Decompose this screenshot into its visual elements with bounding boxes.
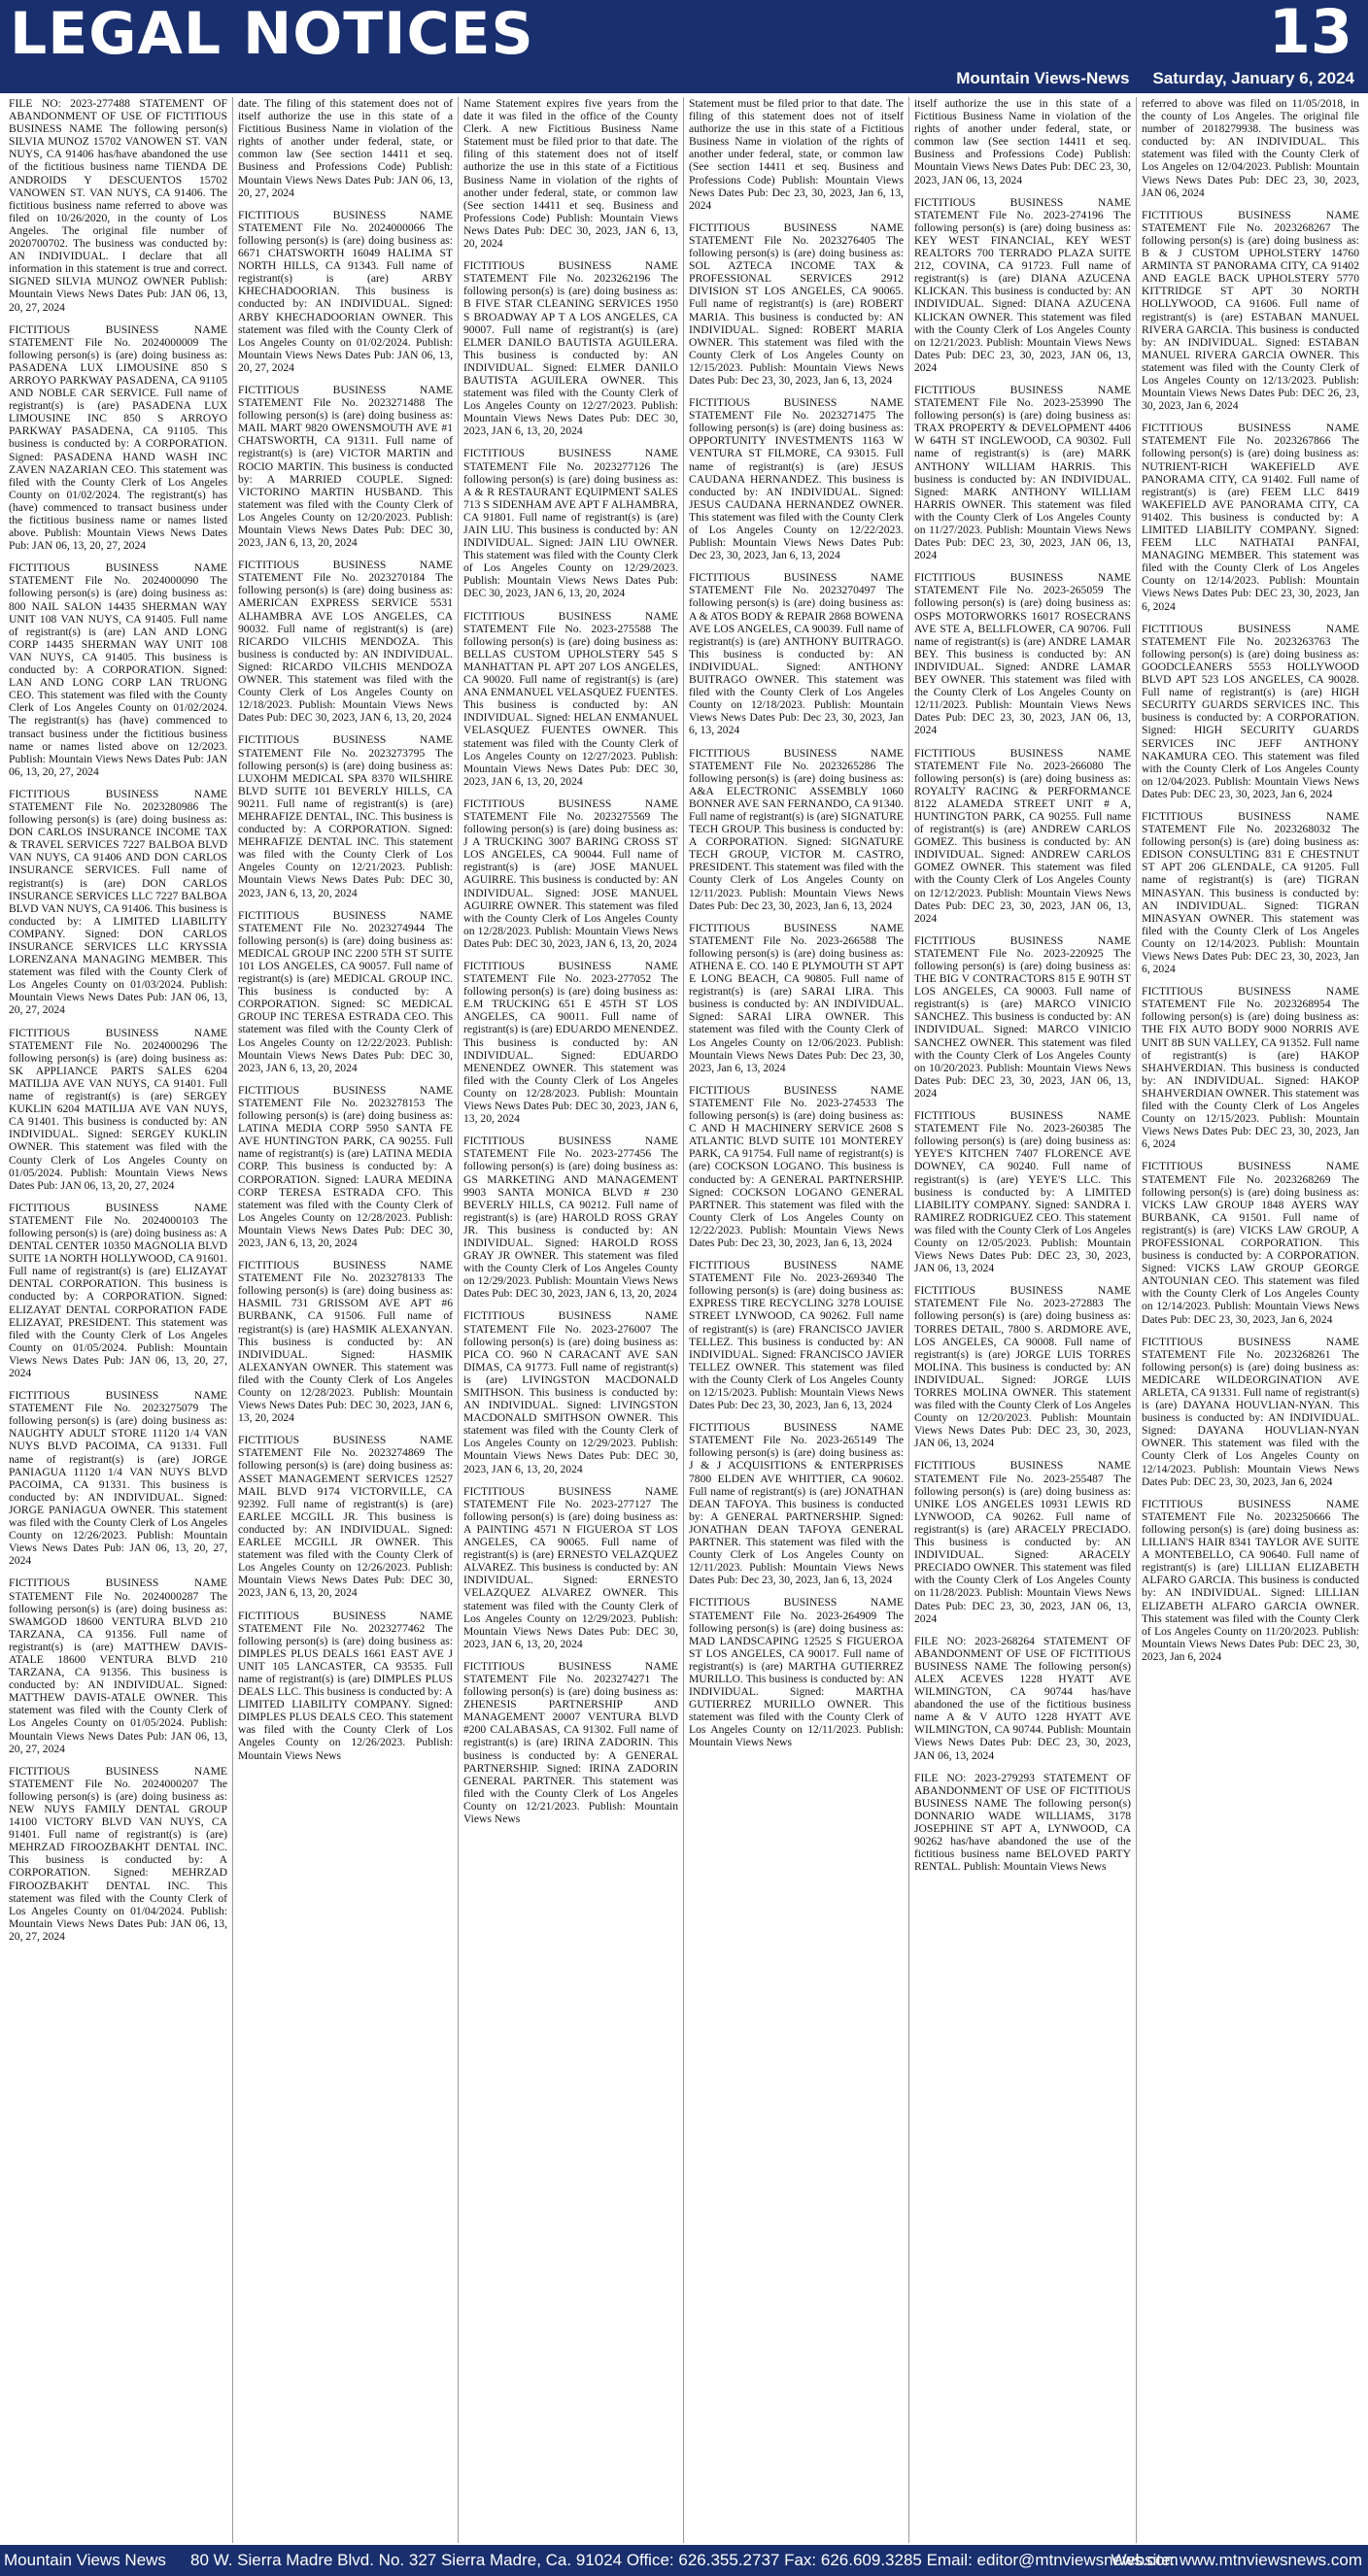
notice-text: FICTITIOUS BUSINESS NAME STATEMENT File No. 2024000207 The following person(s) is (are) doing business as: NEW NUYS FAMILY DENTAL GROUP 14100 VICTORY BLVD VAN NUYS, CA 91401. Full name of registrant(s) is (are) MEHRZAD FIROOZBAKHT DENTAL INC. This business is conducted by: A CORPORATION. Signed: MEHRZAD FIROOZBAKHT DENTAL INC. This statement was filed with the County Clerk of Los Angeles County on 01/04/2024. Publish: Mountain Views News Dates Pub: JAN 06, 13, 20, 27, 2024 bbox=[9, 1764, 227, 1943]
legal-notice bbox=[689, 1596, 904, 1748]
legal-notice bbox=[463, 447, 678, 599]
footer-bar bbox=[0, 2545, 1368, 2576]
notice-text: FICTITIOUS BUSINESS NAME STATEMENT File No. 2023-274533 The following person(s) is (are) doing business as: C AND H MACHINERY SERVICE 2608 S ATLANTIC BLVD SUITE 101 MONTEREY PARK, CA 91754. Full name of registrant(s) is (are) COCKSON LOGANO. This business is conducted by: A GENERAL PARTNERSHIP. Signed: COCKSON LOGANO GENERAL PARTNER. This statement was filed with the County Clerk of Los Angeles County on 12/22/2023. Publish: Mountain Views News Dates Pub: Dec 23, 30, 2023, Jan 6, 13, 2024 bbox=[689, 1083, 904, 1249]
notice-text: FICTITIOUS BUSINESS NAME STATEMENT File No. 2023262196 The following person(s) is (are) doing business as: B FIVE STAR CLEANING SERVICES 1950 S BROADWAY AP T A LOS ANGELES, CA 90007. Full name of registrant(s) is (are) ELMER DANILO BAUTISTA AGUILERA. This business is conducted by: AN INDIVIDUAL. Signed: ELMER DANILO BAUTISTA AGUILERA OWNER. This statement was filed with the County Clerk of Los Angeles County on 12/27/2023. Publish: Mountain Views News Dates Pub: DEC 30, 2023, JAN 6, 13, 20, 2024 bbox=[463, 259, 678, 438]
notice-columns bbox=[4, 97, 1364, 2543]
notice-text: FICTITIOUS BUSINESS NAME STATEMENT File No. 2023274869 The following person(s) is (are) doing business as: ASSET MANAGEMENT SERVICES 12527 MAIL BLVD 9174 VICTORVILLE, CA 92392. Full name of registrant(s) is (are) EARLEE MCGILL JR. This business is conducted by: AN INDIVIDUAL. Signed: EARLEE MCGILL JR OWNER. This statement was filed with the County Clerk of Los Angeles County on 12/26/2023. Publish: Mountain Views News Dates Pub: DEC 30, 2023, JAN 6, 13, 20, 2024 bbox=[238, 1434, 453, 1600]
legal-notice bbox=[689, 97, 904, 212]
legal-notice bbox=[463, 259, 678, 437]
notice-text: FICTITIOUS BUSINESS NAME STATEMENT File No. 2023-266588 The following person(s) is (are) doing business as: ATHENA E. CO. 140 E PLYMOUTH ST APT E LONG BEACH, CA 90805. Full name of registrant(s) is (are) SARAI LIRA. This business is conducted by: AN INDIVIDUAL. Signed: SARAI LIRA OWNER. This statement was filed with the County Clerk of Los Angeles County on 12/06/2023. Publish: Mountain Views News Dates Pub: Dec 23, 30, 2023, Jan 6, 13, 2024 bbox=[689, 921, 904, 1074]
notice-text: FICTITIOUS BUSINESS NAME STATEMENT File No. 2023-269340 The following person(s) is (are) doing business as: EXPRESS TIRE RECYCLING 3278 LOUISE STREET LYNWOOD, CA 90262. Full name of registrant(s) is (are) FRANCISCO JAVIER TELLEZ. This business is conducted by: AN INDIVIDUAL. Signed: FRANCISCO JAVIER TELLEZ OWNER. This statement was filed with the County Clerk of Los Angeles County on 12/15/2023. Publish: Mountain Views News Dates Pub: Dec 23, 30, 2023, Jan 6, 13, 2024 bbox=[689, 1259, 904, 1412]
issue-date: Saturday, January 6, 2024 bbox=[1152, 69, 1354, 87]
legal-notice bbox=[238, 733, 453, 898]
notice-text: FICTITIOUS BUSINESS NAME STATEMENT File No. 2023-260385 The following person(s) is (are) doing business as: YEYE'S KITCHEN 7407 FLORENCE AVE DOWNEY, CA 90240. Full name of registrant(s) is (are) YEYE'S LLC. This business is conducted by: A LIMITED LIABILITY COMPANY. Signed: SANDRA I. RAMIREZ RODRIGUEZ CEO. This statement was filed with the County Clerk of Los Angeles County on 12/05/2023. Publish: Mountain Views News Dates Pub: DEC 23, 30, 2023, JAN 06, 13, 2024 bbox=[914, 1109, 1131, 1275]
notice-text: date. The filing of this statement does not of itself authorize the use in this state of a Fictitious Business Name in violation of the rights of another under federal, state, or common law (See section 14411 et seq. Business and Professions Code) Publish: Mountain Views News Dates Pub: JAN 06, 13, 20, 27, 2024 bbox=[238, 97, 453, 199]
notice-text: itself authorize the use in this state of a Fictitious Business Name in violation of the rights of another under federal, state, or common law (See section 14411 et seq. Business and Professions Code) Publish: Mountain Views News Dates Pub: DEC 23, 30, 2023, JAN 06, 13, 2024 bbox=[914, 97, 1131, 186]
legal-notice bbox=[238, 97, 453, 199]
notice-text: FICTITIOUS BUSINESS NAME STATEMENT File No. 2023270184 The following person(s) is (are) doing business as: AMERICAN EXPRESS SERVICE 5531 ALHAMBRA AVE LOS ANGELES, CA 90032. Full name of registrant(s) is (are) RICARDO VILCHIS MENDOZA. This business is conducted by: AN INDIVIDUAL. Signed: RICARDO VILCHIS MENDOZA OWNER. This statement was filed with the County Clerk of Los Angeles County on 12/18/2023. Publish: Mountain Views News Dates Pub: DEC 30, 2023, JAN 6, 13, 20, 2024 bbox=[238, 559, 453, 725]
column-4 bbox=[684, 97, 909, 2543]
legal-notice bbox=[9, 1027, 227, 1192]
dateline bbox=[933, 68, 1354, 89]
legal-notice bbox=[914, 934, 1131, 1100]
notice-text: FICTITIOUS BUSINESS NAME STATEMENT File No. 2023271488 The following person(s) is (are) doing business as: MAIL MART 9820 OWENSMOUTH AVE #1 CHATSWORTH, CA 91311. Full name of registrant(s) is (are) VICTOR MARTIN and ROCIO MARTIN. This business is conducted by: A MARRIED COUPLE. Signed: VICTORINO MARTIN HUSBAND. This statement was filed with the County Clerk of Los Angeles County on 12/20/2023. Publish: Mountain Views News Dates Pub: DEC 30, 2023, JAN 6, 13, 20, 2024 bbox=[238, 383, 453, 550]
legal-notice bbox=[689, 922, 904, 1074]
column-1 bbox=[4, 97, 233, 2543]
notice-text: FICTITIOUS BUSINESS NAME STATEMENT File No. 2023277462 The following person(s) is (are) doing business as: DIMPLES PLUS DEALS 1661 EAST AVE J UNIT 105 LANCASTER, CA 93535. Full name of registrant(s) is (are) DIMPLES PLUS DEALS LLC. This business is conducted by: A LIMITED LIABILITY COMPANY. Signed: DIMPLES PLUS DEALS CEO. This statement was filed with the County Clerk of Los Angeles County on 12/26/2023. Publish: Mountain Views News bbox=[238, 1609, 453, 1762]
legal-notice bbox=[238, 1610, 453, 1762]
notice-text: FICTITIOUS BUSINESS NAME STATEMENT File No. 2023-253990 The following person(s) is (are) doing business as: TRAX PROPERTY & DEVELOPMENT 4406 W 64TH ST INGLEWOOD, CA 90302. Full name of registrant(s) is (are) MARK ANTHONY WILLIAM HARRIS. This business is conducted by: AN INDIVIDUAL. Signed: MARK ANTHONY WILLIAM HARRIS OWNER. This statement was filed with the County Clerk of Los Angeles County on 11/27/2023. Publish: Mountain Views News Dates Pub: DEC 23, 30, 2023, JAN 06, 13, 2024 bbox=[914, 383, 1131, 562]
legal-notice bbox=[1142, 985, 1359, 1150]
legal-notice bbox=[914, 196, 1131, 374]
legal-notice bbox=[914, 1459, 1131, 1624]
notice-text: FICTITIOUS BUSINESS NAME STATEMENT File No. 2023267866 The following person(s) is (are) doing business as: NUTRIENT-RICH WAKEFIELD AVE PANORAMA CITY, CA 91402. Full name of registrant(s) is (are) FEEM LLC 8419 WAKEFIELD AVE PANORAMA CITY, CA 91402. This business is conducted by: A LIMITED LIABILITY COMPANY. Signed: FEEM LLC NATHATAI PANFAI, MANAGING MEMBER. This statement was filed with the County Clerk of Los Angeles County on 12/14/2023. Publish: Mountain Views News Dates Pub: DEC 23, 30, 2023, Jan 6, 2024 bbox=[1142, 422, 1359, 613]
notice-text: FICTITIOUS BUSINESS NAME STATEMENT File No. 2023268267 The following person(s) is (are) doing business as: B & J CUSTOM UPHOLSTERY 14760 ARMINTA ST PANORAMA CITY, CA 91402 AND EAGLE BACK UPHOLSTERY 5770 KITTRIDGE ST APT 30 NORTH HOLLYWOOD, CA 91606. Full name of registrant(s) is (are) ESTABAN MANUEL RIVERA GARCIA. This business is conducted by: AN INDIVIDUAL. Signed: ESTABAN MANUEL RIVERA GARCIA OWNER. This statement was filed with the County Clerk of Los Angeles County on 12/13/2023. Publish: Mountain Views News Dates Pub: DEC 26, 23, 30, 2023, Jan 6, 2024 bbox=[1142, 208, 1359, 413]
notice-text: FICTITIOUS BUSINESS NAME STATEMENT File No. 2023-265059 The following person(s) is (are) doing business as: OSPS MOTORWORKS 16017 ROSECRANS AVE STE A, BELLFLOWER, CA 90706. Full name of registrant(s) is (are) ANDRE LAMAR BEY. This business is conducted by: AN INDIVIDUAL. Signed: ANDRE LAMAR BEY OWNER. This statement was filed with the County Clerk of Los Angeles County on 12/11/2023. Publish: Mountain Views News Dates Pub: DEC 23, 30, 2023, JAN 06, 13, 2024 bbox=[914, 571, 1131, 737]
notice-text: Statement must be filed prior to that date. The filing of this statement does not of itself authorize the use in this state of a Fictitious Business Name in violation of the rights of another under federal, state, or common law (See section 14411 et seq. Business and Professions Code) Publish: Mountain Views News Dates Pub: Dec 23, 30, 2023, Jan 6, 13, 2024 bbox=[689, 97, 904, 212]
legal-notice bbox=[689, 396, 904, 561]
legal-notice bbox=[1142, 422, 1359, 612]
notice-text: FICTITIOUS BUSINESS NAME STATEMENT File No. 2023-272883 The following person(s) is (are) doing business as: TORRES DETAIL, 7800 S. ARDMORE AVE, LOS ANGELES, CA 90008. Full name of registrant(s) is (are) JORGE LUIS TORRES MOLINA. This business is conducted by: AN INDIVIDUAL. Signed: JORGE LUIS TORRES MOLINA OWNER. This statement was filed with the County Clerk of Los Angeles County on 12/20/2023. Publish: Mountain Views News Dates Pub: DEC 23, 30, 2023, JAN 06, 13, 2024 bbox=[914, 1284, 1131, 1450]
notice-text: FICTITIOUS BUSINESS NAME STATEMENT File No. 2023276405 The following person(s) is (are) doing business as: SOL AZTECA INCOME TAX & PROFESSIONAL SERVICES 2912 DIVISION ST LOS ANGELES, CA 90065. Full name of registrant(s) is (are) ROBERT MARIA. This business is conducted by: AN INDIVIDUAL. Signed: ROBERT MARIA OWNER. This statement was filed with the County Clerk of Los Angeles County on 12/15/2023. Publish: Mountain Views News Dates Pub: Dec 23, 30, 2023, Jan 6, 13, 2024 bbox=[689, 220, 904, 387]
notice-text: FICTITIOUS BUSINESS NAME STATEMENT File No. 2023274271 The following person(s) is (are) doing business as: ZHENESIS PARTNERSHIP AND MANAGEMENT 20007 VENTURA BLVD #200 CALABASAS, CA 91302. Full name of registrant(s) is (are) IRINA ZADORIN. This business is conducted by: A GENERAL PARTNERSHIP. Signed: IRINA ZADORIN GENERAL PARTNER. This statement was filed with the County Clerk of Los Angeles County on 12/21/2023. Publish: Mountain Views News bbox=[463, 1659, 678, 1825]
notice-text: FICTITIOUS BUSINESS NAME STATEMENT File No. 2024000296 The following person(s) is (are) doing business as: SK APPLIANCE PARTS SALES 6204 MATILIJA AVE VAN NUYS, CA 91401. Full name of registrant(s) is (are) SERGEY KUKLIN 6204 MATILIJA AVE VAN NUYS, CA 91401. This business is conducted by: AN INDIVIDUAL. Signed: SERGEY KUKLIN OWNER. This statement was filed with the County Clerk of Los Angeles County on 01/05/2024. Publish: Mountain Views News Dates Pub: JAN 06, 13, 20, 27, 2024 bbox=[9, 1026, 227, 1192]
legal-notice bbox=[238, 1259, 453, 1424]
legal-notice bbox=[463, 960, 678, 1125]
footer-contact: 80 W. Sierra Madre Blvd. No. 327 Sierra Madre, Ca. 91024 Office: 626.355.2737 Fax: 626.609.3285 Email: editor@mtnviewsnews.com bbox=[190, 2551, 1179, 2569]
legal-notice bbox=[914, 1635, 1131, 1762]
notice-text: FICTITIOUS BUSINESS NAME STATEMENT File No. 2023265286 The following person(s) is (are) doing business as: A&A ELECTRONIC ASSEMBLY 1060 BONNER AVE SAN FERNANDO, CA 91340. Full name of registrant(s) is (are) SIGNATURE TECH GROUP. This business is conducted by: A CORPORATION. Signed: SIGNATURE TECH GROUP, VICTOR M. CASTRO, PRESIDENT. This statement was filed with the County Clerk of Los Angeles County on 12/11/2023. Publish: Mountain Views News Dates Pub: Dec 23, 30, 2023, Jan 6, 13, 2024 bbox=[689, 746, 904, 912]
notice-text: FICTITIOUS BUSINESS NAME STATEMENT File No. 2024000103 The following person(s) is (are) doing business as: A DENTAL CENTER 10350 MAGNOLIA BLVD SUITE 1A NORTH HOLLYWOOD, CA 91601. Full name of registrant(s) is (are) ELIZAYAT DENTAL CORPORATION. This business is conducted by: A CORPORATION. Signed: ELIZAYAT DENTAL CORPORATION FADE ELIZAYAT, PRESIDENT. This statement was filed with the County Clerk of Los Angeles County on 01/05/2024. Publish: Mountain Views News Dates Pub: JAN 06, 13, 20, 27, 2024 bbox=[9, 1201, 227, 1379]
legal-notice bbox=[238, 909, 453, 1074]
notice-text: FICTITIOUS BUSINESS NAME STATEMENT File No. 2023271475 The following person(s) is (are) doing business as: OPPORTUNITY INVESTMENTS 1163 W VENTURA ST FILMORE, CA 93015. Full name of registrant(s) is (are) JESUS CAUDANA HERNANDEZ. This business is conducted by: AN INDIVIDUAL. Signed: JESUS CAUDANA HERNANDEZ OWNER. This statement was filed with the County Clerk of Los Angeles County on 12/22/2023. Publish: Mountain Views News Dates Pub: Dec 23, 30, 2023, Jan 6, 13, 2024 bbox=[689, 396, 904, 562]
legal-notice bbox=[914, 747, 1131, 925]
notice-text: FICTITIOUS BUSINESS NAME STATEMENT File No. 2023-276007 The following person(s) is (are) doing business as: PICA CO. 960 N CARACANT AVE SAN DIMAS, CA 91773. Full name of registrant(s) is (are) LIVINGSTON MACDONALD SMITHSON. This business is conducted by: AN INDIVIDUAL. Signed: LIVINGSTON MACDONALD SMITHSON OWNER. This statement was filed with the County Clerk of Los Angeles County on 12/29/2023. Publish: Mountain Views News Dates Pub: DEC 30, 2023, JAN 6, 13, 20, 2024 bbox=[463, 1309, 678, 1475]
legal-notice bbox=[1142, 810, 1359, 975]
legal-notice bbox=[1142, 97, 1359, 199]
notice-text: FICTITIOUS BUSINESS NAME STATEMENT File No. 2024000009 The following person(s) is (are) doing business as: PASADENA LUX LIMOUSINE 850 S ARROYO PARKWAY PASADENA, CA 91105 AND NOBLE CAR SERVICE. Full name of registrant(s) is (are) PASADENA LUX LIMOUSINE INC 850 S ARROYO PARKWAY PASADENA, CA 91105. This business is conducted by: A CORPORATION. Signed: PASADENA HAND WASH INC ZAVEN NAZARIAN CEO. This statement was filed with the County Clerk of Los Angeles County on 01/02/2024. The registrant(s) has (have) commenced to transact business under the fictitious business name or names listed above. Publish: Mountain Views News Dates Pub: JAN 06, 13, 20, 27, 2024 bbox=[9, 322, 227, 553]
legal-notice bbox=[463, 97, 678, 250]
legal-notice bbox=[9, 1765, 227, 1943]
legal-notice bbox=[9, 97, 227, 314]
notice-text: FICTITIOUS BUSINESS NAME STATEMENT File No. 2023263763 The following person(s) is (are) doing business as: GOODCLEANERS 5553 HOLLYWOOD BLVD APT 523 LOS ANGELES, CA 90028. Full name of registrant(s) is (are) HIGH SECURITY GUARDS SERVICES INC. This business is conducted by: A CORPORATION. Signed: HIGH SECURITY GUARDS SERVICES INC JEFF ANTHONY NAKAMURA CEO. This statement was filed with the County Clerk of Los Angeles County on 12/04/2023. Publish: Mountain Views News Dates Pub: DEC 23, 30, 2023, Jan 6, 2024 bbox=[1142, 622, 1359, 800]
notice-text: FICTITIOUS BUSINESS NAME STATEMENT File No. 2023278153 The following person(s) is (are) doing business as: LATINA MEDIA CORP 5950 SANTA FE AVE HUNTINGTON PARK, CA 90255. Full name of registrant(s) is (are) LATINA MEDIA CORP. This business is conducted by: A CORPORATION. Signed: LAURA MEDINA CORP TERESA ESTRADA CFO. This statement was filed with the County Clerk of Los Angeles County on 12/28/2023. Publish: Mountain Views News Dates Pub: DEC 30, 2023, JAN 6, 13, 20, 2024 bbox=[238, 1083, 453, 1249]
legal-notice bbox=[9, 1389, 227, 1567]
notice-text: FICTITIOUS BUSINESS NAME STATEMENT File No. 2023-277127 The following person(s) is (are) doing business as: A PAINTING 4571 N FIGUEROA ST LOS ANGELES, CA 90065. Full name of registrant(s) is (are) ERNESTO VELAZQUEZ ALVAREZ. This business is conducted by: AN INDIVIDUAL. Signed: ERNESTO VELAZQUEZ ALVAREZ OWNER. This statement was filed with the County Clerk of Los Angeles County on 12/29/2023. Publish: Mountain Views News Dates Pub: DEC 30, 2023, JAN 6, 13, 20, 2024 bbox=[463, 1484, 678, 1650]
legal-notice bbox=[238, 209, 453, 374]
notice-text: FICTITIOUS BUSINESS NAME STATEMENT File No. 2023268269 The following person(s) is (are) doing business as: VICKS LAW GROUP 1848 AYERS WAY BURBANK, CA 91501. Full name of registrant(s) is (are) VICKS LAW GROUP, A PROFESSIONAL CORPORATION. This business is conducted by: A CORPORATION. Signed: VICKS LAW GROUP GEORGE ANTOUNIAN CEO. This statement was filed with the County Clerk of Los Angeles County on 12/14/2023. Publish: Mountain Views News Dates Pub: DEC 23, 30, 2023, Jan 6, 2024 bbox=[1142, 1160, 1359, 1326]
legal-notice bbox=[914, 97, 1131, 186]
notice-text: FICTITIOUS BUSINESS NAME STATEMENT File No. 2024000090 The following person(s) is (are) doing business as: 800 NAIL SALON 14435 SHERMAN WAY UNIT 108 VAN NUYS, CA 91405. Full name of registrant(s) is (are) LAN AND LONG CORP 14435 SHERMAN WAY UNIT 108 VAN NUYS, CA 91405. This business is conducted by: A CORPORATION. Signed: LAN AND LONG CORP LAN TRUONG CEO. This statement was filed with the County Clerk of Los Angeles County on 01/02/2024. The registrant(s) has (have) commenced to transact business under the fictitious business name or names listed above on 12/2023. Publish: Mountain Views News Dates Pub: JAN 06, 13, 20, 27, 2024 bbox=[9, 561, 227, 778]
notice-text: FICTITIOUS BUSINESS NAME STATEMENT File No. 2023268954 The following person(s) is (are) doing business as: THE FIX AUTO BODY 9000 NORRIS AVE UNIT 8B SUN VALLEY, CA 91352. Full name of registrant(s) is (are) HAKOP SHAHVERDIAN. This business is conducted by: AN INDIVIDUAL. Signed: HAKOP SHAHVERDIAN OWNER. This statement was filed with the County Clerk of Los Angeles County on 12/15/2023. Publish: Mountain Views News Dates Pub: DEC 23, 30, 2023, Jan 6, 2024 bbox=[1142, 985, 1359, 1151]
legal-notice bbox=[9, 1576, 227, 1754]
notice-text: FICTITIOUS BUSINESS NAME STATEMENT File No. 2023277126 The following person(s) is (are) doing business as: A & R RESTAURANT EQUIPMENT SALES 713 S SIDENHAM AVE APT F ALHAMBRA, CA 91801. Full name of registrant(s) is (are) JAIN LIU. This business is conducted by: AN INDIVIDUAL. Signed: JAIN LIU OWNER. This statement was filed with the County Clerk of Los Angeles County on 12/29/2023. Publish: Mountain Views News Dates Pub: DEC 30, 2023, JAN 6, 13, 20, 2024 bbox=[463, 447, 678, 600]
legal-notice bbox=[463, 1309, 678, 1474]
legal-notice bbox=[9, 1202, 227, 1379]
notice-text: FICTITIOUS BUSINESS NAME STATEMENT File No. 2023-220925 The following person(s) is (are) doing business as: THE BIG V CONTRACTORS 815 E 90TH ST LOS ANGELES, CA 90003. Full name of registrant(s) is (are) MARCO VINICIO SANCHEZ. This business is conducted by: AN INDIVIDUAL. Signed: MARCO VINICIO SANCHEZ OWNER. This statement was filed with the County Clerk of Los Angeles County on 10/20/2023. Publish: Mountain Views News Dates Pub: DEC 23, 30, 2023, JAN 06, 13, 2024 bbox=[914, 933, 1131, 1100]
masthead bbox=[0, 0, 1368, 93]
legal-notice bbox=[689, 1421, 904, 1586]
legal-notice bbox=[689, 1084, 904, 1249]
notice-text: FICTITIOUS BUSINESS NAME STATEMENT File No. 2023-274196 The following person(s) is (are) doing business as: KEY WEST FINANCIAL, KEY WEST REALTORS 700 TERRADO PLAZA SUITE 212, COVINA, CA 91723. Full name of registrant(s) is (are) DIANA AZUCENA KLICKAN. This business is conducted by: AN INDIVIDUAL. Signed: DIANA AZUCENA KLICKAN OWNER. This statement was filed with the County Clerk of Los Angeles County on 12/21/2023. Publish: Mountain Views News Dates Pub: DEC 23, 30, 2023, JAN 06, 13, 2024 bbox=[914, 195, 1131, 374]
notice-text: FICTITIOUS BUSINESS NAME STATEMENT File No. 2023-277456 The following person(s) is (are) doing business as: GS MARKETING AND MANAGEMENT 9903 SANTA MONICA BLVD # 230 BEVERLY HILLS, CA 90212. Full name of registrant(s) is (are) HAROLD ROSS GRAY JR. This business is conducted by: AN INDIVIDUAL. Signed: HAROLD ROSS GRAY JR OWNER. This statement was filed with the County Clerk of Los Angeles County on 12/29/2023. Publish: Mountain Views News Dates Pub: DEC 30, 2023, JAN 6, 13, 20, 2024 bbox=[463, 1135, 678, 1301]
legal-notice bbox=[689, 1259, 904, 1411]
notice-text: Name Statement expires five years from the date it was filed in the office of the County Clerk. A new Fictitious Business Name Statement must be filed prior to that date. The filing of this statement does not of itself authorize the use in this state of a Fictitious Business Name in violation of the rights of another under federal, state, or common law (See section 14411 et seq. Business and Professions Code) Publish: Mountain Views News Dates Pub: DEC 30, 2023, JAN 6, 13, 20, 2024 bbox=[463, 97, 678, 251]
notice-text: FICTITIOUS BUSINESS NAME STATEMENT File No. 2023-277052 The following person(s) is (are) doing business as: E.M TRUCKING 651 E 45TH ST LOS ANGELES, CA 90011. Full name of registrant(s) is (are) EDUARDO MENENDEZ. This business is conducted by: AN INDIVIDUAL. Signed: EDUARDO MENENDEZ OWNER. This statement was filed with the County Clerk of Los Angeles County on 12/28/2023. Publish: Mountain Views News Dates Pub: DEC 30, 2023, JAN 6, 13, 20, 2024 bbox=[463, 960, 678, 1126]
notice-text: FICTITIOUS BUSINESS NAME STATEMENT File No. 2023273795 The following person(s) is (are) doing business as: LUXOHM MEDICAL SPA 8370 WILSHIRE BLVD SUITE 101 BEVERLY HILLS, CA 90211. Full name of registrant(s) is (are) MEHRAFIZE DENTAL, INC. This business is conducted by: A CORPORATION. Signed: MEHRAFIZE DENTAL INC. This statement was filed with the County Clerk of Los Angeles County on 12/21/2023. Publish: Mountain Views News Dates Pub: DEC 30, 2023, JAN 6, 13, 20, 2024 bbox=[238, 733, 453, 899]
legal-notice bbox=[238, 1434, 453, 1599]
notice-text: FICTITIOUS BUSINESS NAME STATEMENT File No. 2023274944 The following person(s) is (are) doing business as: MEDICAL GROUP INC 2200 5TH ST SUITE 101 LOS ANGELES, CA 90057. Full name of registrant(s) is (are) MEDICAL GROUP INC. This business is conducted by: A CORPORATION. Signed: SC MEDICAL GROUP INC TERESA ESTRADA CEO. This statement was filed with the County Clerk of Los Angeles County on 12/22/2023. Publish: Mountain Views News Dates Pub: DEC 30, 2023, JAN 6, 13, 20, 2024 bbox=[238, 908, 453, 1074]
legal-notice bbox=[463, 1660, 678, 1825]
legal-notice bbox=[689, 221, 904, 387]
notice-text: FICTITIOUS BUSINESS NAME STATEMENT File No. 2023-265149 The following person(s) is (are) doing business as: J & J ACQUISITIONS & ENTERPRISES 7800 ELDEN AVE WHITTIER, CA 90602. Full name of registrant(s) is (are) JONATHAN DEAN TAFOYA. This business is conducted by: A GENERAL PARTNERSHIP. Signed: JONATHAN DEAN TAFOYA GENERAL PARTNER. This statement was filed with the County Clerk of Los Angeles County on 12/11/2023. Publish: Mountain Views News Dates Pub: Dec 23, 30, 2023, Jan 6, 13, 2024 bbox=[689, 1421, 904, 1587]
legal-notice bbox=[463, 1135, 678, 1300]
legal-notice bbox=[689, 571, 904, 736]
notice-text: FICTITIOUS BUSINESS NAME STATEMENT File No. 2023-255487 The following person(s) is (are) doing business as: UNIKE LOS ANGELES 10931 LEWIS RD LYNWOOD, CA 90262. Full name of registrant(s) is (are) ARACELY PRECIADO. This business is conducted by: AN INDIVIDUAL. Signed: ARACELY PRECIADO OWNER. This statement was filed with the County Clerk of Los Angeles County on 11/28/2023. Publish: Mountain Views News Dates Pub: DEC 23, 30, 2023, JAN 06, 13, 2024 bbox=[914, 1459, 1131, 1625]
notice-text: FILE NO: 2023-268264 STATEMENT OF ABANDONMENT OF USE OF FICTITIOUS BUSINESS NAME The following person(s) ALEX ACEVES 1228 HYATT AVE WILMINGTON, CA 90744 has/have abandoned the use of the fictitious business name A & V AUTO 1228 HYATT AVE WILMINGTON, CA 90744. Publish: Mountain Views News Dates Pub: DEC 23, 30, 2023, JAN 06, 13, 2024 bbox=[914, 1634, 1131, 1762]
legal-notice bbox=[1142, 1160, 1359, 1325]
notice-text: FICTITIOUS BUSINESS NAME STATEMENT File No. 2023275079 The following person(s) is (are) doing business as: NAUGHTY ADULT STORE 11120 1/4 VAN NUYS BLVD PACOIMA, CA 91331. Full name of registrant(s) is (are) JORGE PANIAGUA 11120 1/4 VAN NUYS BLVD PACOIMA, CA 91331. This business is conducted by: AN INDIVIDUAL. Signed: JORGE PANIAGUA OWNER. This statement was filed with the County Clerk of Los Angeles County on 12/26/2023. Publish: Mountain Views News Dates Pub: JAN 06, 13, 20, 27, 2024 bbox=[9, 1389, 227, 1568]
legal-notice bbox=[914, 1109, 1131, 1274]
legal-notice bbox=[1142, 1336, 1359, 1488]
column-5 bbox=[909, 97, 1137, 2543]
legal-notice bbox=[238, 559, 453, 724]
section-title: LEGAL NOTICES bbox=[10, 0, 534, 68]
notice-text: FICTITIOUS BUSINESS NAME STATEMENT File No. 2023-275588 The following person(s) is (are) doing business as: BELLAS CUSTOM UPHOLSTERY 545 S MANHATTAN PL APT 207 LOS ANGELES, CA 90020. Full name of registrant(s) is (are) ANA ENMANUEL VELASQUEZ FUENTES. This business is conducted by: AN INDIVIDUAL. Signed: HELAN ENMANUEL VELASQUEZ FUENTES OWNER. This statement was filed with the County Clerk of Los Angeles County on 12/27/2023. Publish: Mountain Views News Dates Pub: DEC 30, 2023, JAN 6, 13, 20, 2024 bbox=[463, 609, 678, 788]
legal-notice bbox=[238, 1084, 453, 1249]
notice-text: FILE NO: 2023-277488 STATEMENT OF ABANDONMENT OF USE OF FICTITIOUS BUSINESS NAME The following person(s) SILVIA MUNOZ 15702 VANOWEN ST. VAN NUYS, CA 91406 has/have abandoned the use of the fictitious business name TIENDA DE ANDROIDS Y DESCUENTOS 15702 VANOWEN ST. VAN NUYS, CA 91406. The fictitious business name referred to above was filed on 10/26/2020, in the county of Los Angeles. The original file number of 2020700702. The business was conducted by: AN INDIVIDUAL. I declare that all information in this statement is true and correct. SIGNED SILVIA MUNOZ OWNER Publish: Mountain Views News Dates Pub: JAN 06, 13, 20, 27, 2024 bbox=[9, 97, 227, 314]
notice-text: FICTITIOUS BUSINESS NAME STATEMENT File No. 2023280986 The following person(s) is (are) doing business as: DON CARLOS INSURANCE INCOME TAX & TRAVEL SERVICES 7227 BALBOA BLVD VAN NUYS, CA 91406 AND DON CARLOS INSURANCE SERVICES. Full name of registrant(s) is (are) DON CARLOS INSURANCE SERVICES LLC 7227 BALBOA BLVD VAN NUYS, CA 91406. This business is conducted by: A LIMITED LIABILITY COMPANY. Signed: DON CARLOS INSURANCE SERVICES LLC KRYSSIA LORENZANA MANAGING MEMBER. This statement was filed with the County Clerk of Los Angeles County on 01/03/2024. Publish: Mountain Views News Dates Pub: JAN 06, 13, 20, 27, 2024 bbox=[9, 787, 227, 1017]
legal-notice bbox=[914, 1284, 1131, 1449]
legal-notice bbox=[463, 610, 678, 788]
notice-text: FICTITIOUS BUSINESS NAME STATEMENT File No. 2023270497 The following person(s) is (are) doing business as: A & ATOS BODY & REPAIR 2868 BOWENA AVE LOS ANGELES, CA 90039. Full name of registrant(s) is (are) ANTHONY BUITRAGO. This business is conducted by: AN INDIVIDUAL. Signed: ANTHONY BUITRAGO OWNER. This statement was filed with the County Clerk of Los Angeles County on 12/18/2023. Publish: Mountain Views News Dates Pub: Dec 23, 30, 2023, Jan 6, 13, 2024 bbox=[689, 571, 904, 737]
publication-name: Mountain Views-News bbox=[956, 69, 1130, 87]
column-6 bbox=[1137, 97, 1364, 2543]
legal-notice bbox=[1142, 623, 1359, 800]
notice-text: referred to above was filed on 11/05/2018, in the county of Los Angeles. The original file number of 2018279938. The business was conducted by: AN INDIVIDUAL. This statement was filed with the County Clerk of Los Angeles on 12/04/2023. Publish: Mountain Views News Dates Pub: DEC 23, 30, 2023, JAN 06, 2024 bbox=[1142, 97, 1359, 199]
notice-text: FILE NO: 2023-279293 STATEMENT OF ABANDONMENT OF USE OF FICTITIOUS BUSINESS NAME The following person(s) DONNARIO WADE WILLIAMS, 3178 JOSEPHINE ST APT A, LYNWOOD, CA 90262 has/have abandoned the use of the fictitious business name BELOVED PARTY RENTAL. Publish: Mountain Views News bbox=[914, 1771, 1131, 1874]
legal-notice bbox=[463, 797, 678, 950]
legal-notice bbox=[1142, 209, 1359, 413]
legal-notice bbox=[9, 788, 227, 1017]
notice-text: FICTITIOUS BUSINESS NAME STATEMENT File No. 2023250666 The following person(s) is (are) doing business as: LILLIAN'S HAIR 8341 TAYLOR AVE SUITE A MONTEBELLO, CA 90640. Full name of registrant(s) is (are) LILLIAN ELIZABETH ALFARO GARCIA. This business is conducted by: AN INDIVIDUAL. Signed: LILLIAN ELIZABETH ALFARO GARCIA OWNER. This statement was filed with the County Clerk of Los Angeles County on 11/20/2023. Publish: Mountain Views News Dates Pub: DEC 23, 30, 2023, Jan 6, 2024 bbox=[1142, 1497, 1359, 1663]
legal-notice bbox=[914, 384, 1131, 561]
legal-notice bbox=[238, 384, 453, 549]
notice-text: FICTITIOUS BUSINESS NAME STATEMENT File No. 2023268261 The following person(s) is (are) doing business as: MEDICARE WILDEORGINATION AVE ARLETA, CA 91331. Full name of registrant(s) is (are) DAYANA HOUVLIAN-NYAN. This business is conducted by: AN INDIVIDUAL. Signed: DAYANA HOUVLIAN-NYAN OWNER. This statement was filed with the County Clerk of Los Angeles County on 12/14/2023. Publish: Mountain Views News Dates Pub: DEC 23, 30, 2023, Jan 6, 2024 bbox=[1142, 1335, 1359, 1488]
legal-notice bbox=[914, 571, 1131, 736]
notice-text: FICTITIOUS BUSINESS NAME STATEMENT File No. 2023-264909 The following person(s) is (are) doing business as: MAD LANDSCAPING 12525 S FIGUEROA ST LOS ANGELES, CA 90017. Full name of registrant(s) is (are) MARTHA GUTIERREZ MURILLO. This business is conducted by: AN INDIVIDUAL. Signed: MARTHA GUTIERREZ MURILLO OWNER. This statement was filed with the County Clerk of Los Angeles County on 12/11/2023. Publish: Mountain Views News bbox=[689, 1596, 904, 1749]
notice-text: FICTITIOUS BUSINESS NAME STATEMENT File No. 2023278133 The following person(s) is (are) doing business as: HASMIL 731 GRISSOM AVE APT #6 BURBANK, CA 91506. Full name of registrant(s) is (are) HASMIK ALEXANYAN. This business is conducted by: AN INDIVIDUAL. Signed: HASMIK ALEXANYAN OWNER. This statement was filed with the County Clerk of Los Angeles County on 12/28/2023. Publish: Mountain Views News Dates Pub: DEC 30, 2023, JAN 6, 13, 20, 2024 bbox=[238, 1259, 453, 1425]
notice-text: FICTITIOUS BUSINESS NAME STATEMENT File No. 2023275569 The following person(s) is (are) doing business as: J A TRUCKING 3007 BARING CROSS ST LOS ANGELES, CA 90044. Full name of registrant(s) is (are) JOSE MANUEL AGUIRRE. This business is conducted by: AN INDIVIDUAL. Signed: JOSE MANUEL AGUIRRE OWNER. This statement was filed with the County Clerk of Los Angeles County on 12/28/2023. Publish: Mountain Views News Dates Pub: DEC 30, 2023, JAN 6, 13, 20, 2024 bbox=[463, 797, 678, 950]
column-3 bbox=[459, 97, 684, 2543]
footer-website: Website: www.mtnviewsnews.com bbox=[1111, 2551, 1362, 2569]
notice-text: FICTITIOUS BUSINESS NAME STATEMENT File No. 2023268032 The following person(s) is (are) doing business as: EDISON CONSULTING 831 E CHESTNUT ST APT 206 GLENDALE, CA 91205. Full name of registrant(s) is (are) TIGRAN MINASYAN. This business is conducted by: AN INDIVIDUAL. Signed: TIGRAN MINASYAN OWNER. This statement was filed with the County Clerk of Los Angeles County on 12/14/2023. Publish: Mountain Views News Dates Pub: DEC 23, 30, 2023, Jan 6, 2024 bbox=[1142, 809, 1359, 976]
legal-notice bbox=[914, 1772, 1131, 1874]
legal-notice bbox=[689, 747, 904, 912]
legal-notice bbox=[1142, 1498, 1359, 1663]
notice-text: FICTITIOUS BUSINESS NAME STATEMENT File No. 2024000066 The following person(s) is (are) doing business as: 6671 CHATSWORTH 16049 HALIMA ST NORTH HILLS, CA 91343. Full name of registrant(s) is (are) ARBY KHECHADOORIAN. This business is conducted by: AN INDIVIDUAL. Signed: ARBY KHECHADOORIAN OWNER. This statement was filed with the County Clerk of Los Angeles County on 01/02/2024. Publish: Mountain Views News Dates Pub: JAN 06, 13, 20, 27, 2024 bbox=[238, 208, 453, 374]
notice-text: FICTITIOUS BUSINESS NAME STATEMENT File No. 2024000287 The following person(s) is (are) doing business as: SWAMGOD 18600 VENTURA BLVD 210 TARZANA, CA 91356. Full name of registrant(s) is (are) MATTHEW DAVIS-ATALE 18600 VENTURA BLVD 210 TARZANA, CA 91356. This business is conducted by: AN INDIVIDUAL. Signed: MATTHEW DAVIS-ATALE OWNER. This statement was filed with the County Clerk of Los Angeles County on 01/05/2024. Publish: Mountain Views News Dates Pub: JAN 06, 13, 20, 27, 2024 bbox=[9, 1576, 227, 1755]
page-number: 13 bbox=[1268, 0, 1352, 67]
column-2 bbox=[233, 97, 459, 2543]
notice-text: FICTITIOUS BUSINESS NAME STATEMENT File No. 2023-266080 The following person(s) is (are) doing business as: ROYALTY RACING & PERFORMANCE 8122 ALAMEDA STREET UNIT # A, HUNTINGTON PARK, CA 90255. Full name of registrant(s) is (are) ANDREW CARLOS GOMEZ. This business is conducted by: AN INDIVIDUAL. Signed: ANDREW CARLOS GOMEZ OWNER. This statement was filed with the County Clerk of Los Angeles County on 12/12/2023. Publish: Mountain Views News Dates Pub: DEC 23, 30, 2023, JAN 06, 13, 2024 bbox=[914, 746, 1131, 925]
footer-publication: Mountain Views News bbox=[4, 2551, 166, 2569]
legal-notice bbox=[9, 323, 227, 553]
legal-notice bbox=[9, 561, 227, 778]
legal-notice bbox=[463, 1485, 678, 1650]
